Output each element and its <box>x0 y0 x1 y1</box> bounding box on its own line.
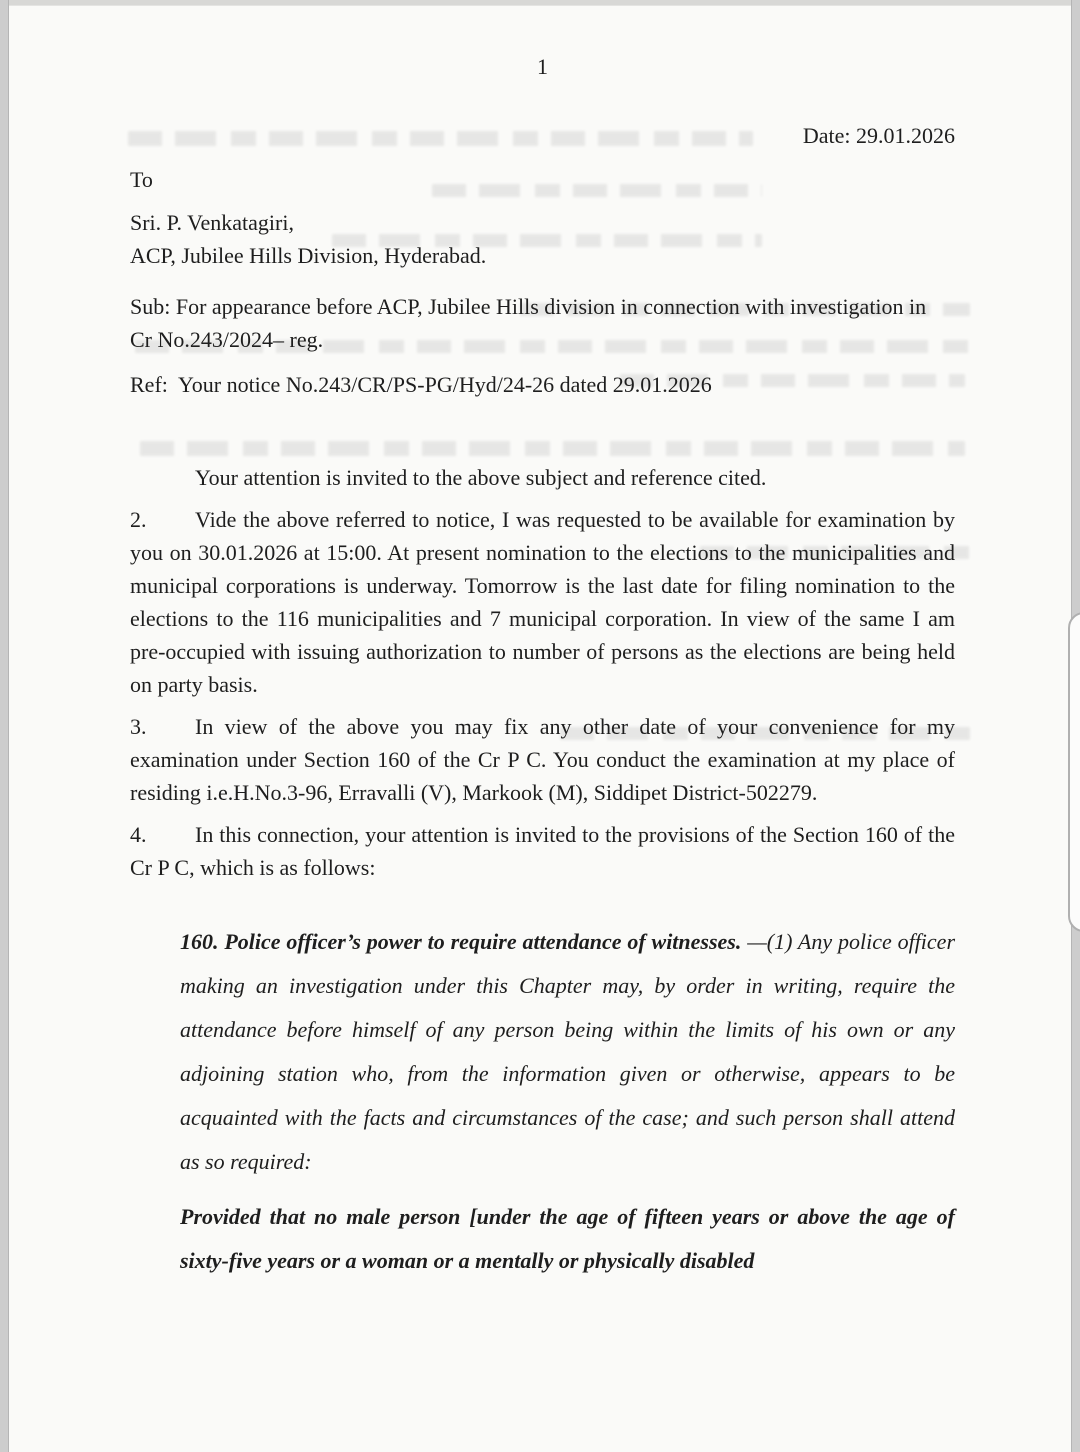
paragraph-2-text: Vide the above referred to notice, I was requested to be available for examination by you on 30.01.2026 at 15:00. At present nomination to the elections to the municipalities and municipal corporations is underway. Tomorrow is the last date for filing nomination to the elections to the 116 municipalities and 7 municipal corporation. In view of the same I am pre-occupied with issuing authorization to number of persons as the elections are being held on party basis. <box>130 507 955 697</box>
paragraph-3-text: In view of the above you may fix any other date of your convenience for my examination under Section 160 of the Cr P C. You conduct the examination at my place of residing i.e.H.No.3-96, Erravalli (V), Markook (M), Siddipet District-502279. <box>130 714 955 805</box>
section-160-quotation <box>180 920 955 1184</box>
paragraph-4-number: 4. <box>130 822 147 847</box>
opening-line: Your attention is invited to the above subject and reference cited. <box>195 465 767 490</box>
quotation-proviso: Provided that no male person [under the age of fifteen years or above the age of sixty-five years or a woman or a mentally or physically disabled <box>180 1204 955 1273</box>
paragraph-4-text: In this connection, your attention is invited to the provisions of the Section 160 of the Cr P C, which is as follows: <box>130 822 955 880</box>
paragraph-3 <box>130 710 955 809</box>
page-number: 1 <box>537 54 548 79</box>
addressee-designation: ACP, Jubilee Hills Division, Hyderabad. <box>130 243 487 268</box>
subject-line: Sub: For appearance before ACP, Jubilee Hills division in connection with investigation in Cr No.243/2024– reg. <box>130 294 927 352</box>
paragraph-3-number: 3. <box>130 714 147 739</box>
addressee-block <box>130 206 955 272</box>
paragraph-4 <box>130 818 955 884</box>
addressee-name: Sri. P. Venkatagiri, <box>130 210 294 235</box>
date-line: Date: 29.01.2026 <box>802 123 955 148</box>
salutation: To <box>130 167 153 192</box>
paragraph-2 <box>130 503 955 701</box>
reference-line: Ref: Your notice No.243/CR/PS-PG/Hyd/24-26 dated 29.01.2026 <box>130 372 712 397</box>
paragraph-2-number: 2. <box>130 507 147 532</box>
page-top-edge <box>0 0 1080 6</box>
page-left-edge <box>0 0 9 1452</box>
quotation-heading: 160. Police officer’s power to require attendance of witnesses. <box>180 929 742 954</box>
quotation-body: —(1) Any police officer making an investigation under this Chapter may, by order in writing, require the attendance before himself of any person being within the limits of his own or any adjoining station who, from the information given or otherwise, appears to be acquainted with the facts and circumstances of the case; and such person shall attend as so required: <box>180 929 956 1174</box>
scrollbar-thumb[interactable] <box>1068 612 1080 932</box>
